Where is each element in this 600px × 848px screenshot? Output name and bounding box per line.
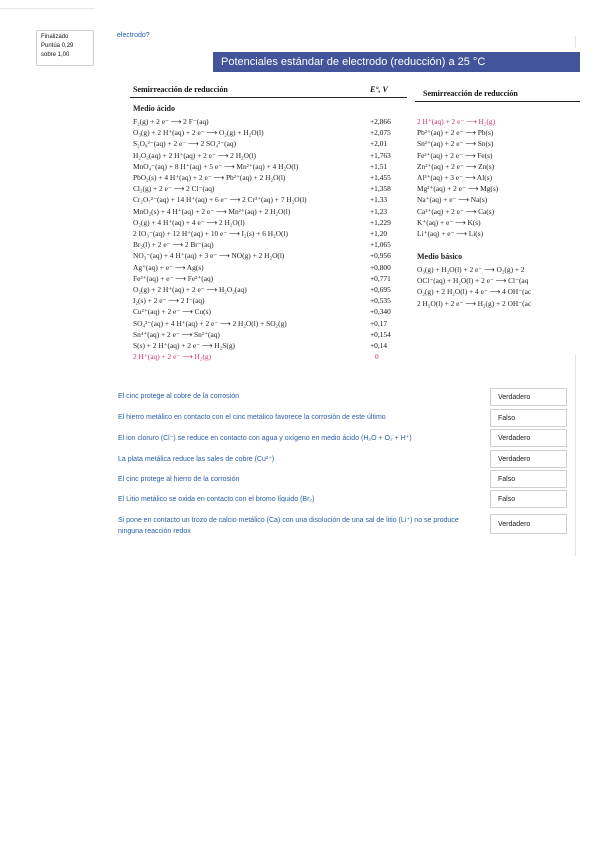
answer-select[interactable]: Falso — [490, 470, 567, 488]
right-reaction: Fe²⁺(aq) + 2 e⁻ ⟶ Fe(s) — [417, 150, 493, 160]
acid-reaction: MnO₂(s) + 4 H⁺(aq) + 2 e⁻ ⟶ Mn²⁺(aq) + 2 H₂O(l) — [133, 206, 291, 216]
acid-reaction: PbO₂(s) + 4 H⁺(aq) + 2 e⁻ ⟶ Pb²⁺(aq) + 2 H₂O(l) — [133, 173, 286, 182]
acid-reaction: Sn⁴⁺(aq) + 2 e⁻ ⟶ Sn²⁺(aq) — [133, 329, 220, 339]
acid-potential: +0,17 — [370, 318, 388, 328]
acid-reaction: O₂(g) + 2 H⁺(aq) + 2 e⁻ ⟶ H₂O₂(aq) — [133, 285, 247, 294]
acid-potential: +0,535 — [370, 296, 391, 306]
right-reaction: Ca²⁺(aq) + 2 e⁻ ⟶ Ca(s) — [417, 206, 495, 216]
top-divider — [0, 8, 95, 9]
acid-reaction: O₂(g) + 4 H⁺(aq) + 4 e⁻ ⟶ 2 H₂O(l) — [133, 217, 245, 227]
question-statement: El ion cloruro (Cl⁻) se reduce en contacto con agua y oxígeno en medio ácido (H₂O + O₂ + H⁺) — [118, 435, 412, 442]
question-text-tail: electrodo? — [117, 32, 150, 39]
acid-potential: +0,956 — [370, 251, 391, 261]
acid-potential: +1,51 — [370, 161, 388, 171]
acid-potential: +1,23 — [370, 206, 388, 216]
acid-reaction: H₂O₂(aq) + 2 H⁺(aq) + 2 e⁻ ⟶ 2 H₂O(l) — [133, 150, 256, 160]
answer-select[interactable]: Verdadero — [490, 429, 567, 447]
acid-potential: +1,358 — [370, 184, 391, 194]
basic-reaction: OCl⁻(aq) + H₂O(l) + 2 e⁻ ⟶ Cl⁻(aq — [417, 276, 529, 286]
basic-reaction: 2 H₂O(l) + 2 e⁻ ⟶ H₂(g) + 2 OH⁻(ac — [417, 298, 532, 308]
basic-section-title: Medio básico — [417, 252, 463, 261]
acid-reaction: S₂O₈²⁻(aq) + 2 e⁻ ⟶ 2 SO₄²⁻(aq) — [133, 139, 237, 149]
basic-reaction: O₃(g) + H₂O(l) + 2 e⁻ ⟶ O₂(g) + 2 — [417, 265, 525, 274]
question-statement: El cinc protege al hierro de la corrosión — [118, 476, 240, 483]
acid-reaction: Cl₂(g) + 2 e⁻ ⟶ 2 Cl⁻(aq) — [133, 184, 215, 194]
right-reaction: Pb²⁺(aq) + 2 e⁻ ⟶ Pb(s) — [417, 128, 494, 138]
potentials-table-image — [125, 48, 580, 362]
acid-potential: +2,075 — [370, 128, 391, 138]
acid-potential: 0 — [375, 352, 379, 362]
right-reaction: Mg²⁺(aq) + 2 e⁻ ⟶ Mg(s) — [417, 184, 499, 194]
acid-potential: +0,154 — [370, 329, 391, 339]
acid-reaction: SO₄²⁻(aq) + 4 H⁺(aq) + 2 e⁻ ⟶ 2 H₂O(l) + SO₂(g) — [133, 318, 287, 328]
acid-reaction: MnO₄⁻(aq) + 8 H⁺(aq) + 5 e⁻ ⟶ Mn²⁺(aq) + 4 H₂O(l) — [133, 161, 299, 171]
acid-section-title: Medio ácido — [133, 104, 175, 113]
acid-reaction: Ag⁺(aq) + e⁻ ⟶ Ag(s) — [133, 262, 204, 272]
acid-potential: +0,800 — [370, 262, 391, 272]
question-statement: El hierro metálico en contacto con el cinc metálico favorece la corrosión de este último — [118, 414, 386, 421]
right-column-header: Semirreacción de reducción — [423, 89, 518, 98]
table-banner: Potenciales estándar de electrodo (reducción) a 25 °C — [213, 52, 580, 72]
right-reaction: Al³⁺(aq) + 3 e⁻ ⟶ Al(s) — [417, 173, 493, 182]
acid-reaction: S(s) + 2 H⁺(aq) + 2 e⁻ ⟶ H₂S(g) — [133, 341, 235, 350]
acid-reaction: I₂(s) + 2 e⁻ ⟶ 2 I⁻(aq) — [133, 296, 205, 306]
acid-potential: +0,771 — [370, 273, 391, 283]
acid-potential: +2,866 — [370, 117, 391, 126]
left-column-header: Semirreacción de reducción — [133, 85, 228, 94]
acid-reaction: Cu²⁺(aq) + 2 e⁻ ⟶ Cu(s) — [133, 307, 211, 317]
right-reaction: K⁺(aq) + e⁻ ⟶ K(s) — [417, 217, 481, 227]
right-reaction: 2 H⁺(aq) + 2 e⁻ ⟶ H₂(g) — [417, 117, 496, 126]
acid-potential: +0,340 — [370, 307, 391, 317]
right-reaction: Li⁺(aq) + e⁻ ⟶ Li(s) — [417, 229, 484, 238]
acid-reaction: 2 H⁺(aq) + 2 e⁻ ⟶ H₂(g) — [133, 352, 212, 362]
acid-potential: +1,455 — [370, 173, 391, 182]
right-reaction: Zn²⁺(aq) + 2 e⁻ ⟶ Zn(s) — [417, 161, 495, 171]
acid-reaction: O₃(g) + 2 H⁺(aq) + 2 e⁻ ⟶ O₂(g) + H₂O(l) — [133, 128, 264, 138]
question-statement: El cinc protege al cobre de la corrosión — [118, 393, 240, 400]
acid-potential: +1,229 — [370, 217, 391, 227]
question-score: Puntúa 0,29 — [41, 43, 74, 49]
right-reaction: Sn²⁺(aq) + 2 e⁻ ⟶ Sn(s) — [417, 139, 494, 149]
acid-potential: +1,065 — [370, 240, 391, 250]
question-max-score: sobre 1,00 — [41, 52, 70, 58]
acid-potential: +0,695 — [370, 285, 391, 294]
acid-reaction: NO₃⁻(aq) + 4 H⁺(aq) + 3 e⁻ ⟶ NO(g) + 2 H₂O(l) — [133, 251, 285, 261]
acid-reaction: F₂(g) + 2 e⁻ ⟶ 2 F⁻(aq) — [133, 117, 209, 126]
answer-select[interactable]: Falso — [490, 490, 567, 508]
acid-reaction: Br₂(l) + 2 e⁻ ⟶ 2 Br⁻(aq) — [133, 240, 214, 250]
acid-potential: +1,20 — [370, 229, 388, 238]
right-header-rule — [415, 101, 580, 102]
answer-select[interactable]: Falso — [490, 409, 567, 427]
right-reaction: Na⁺(aq) + e⁻ ⟶ Na(s) — [417, 195, 488, 205]
question-status: Finalizado — [41, 34, 69, 40]
left-header-rule — [130, 97, 407, 98]
question-info-box — [36, 30, 94, 66]
acid-reaction: Cr₂O₇²⁻(aq) + 14 H⁺(aq) + 6 e⁻ ⟶ 2 Cr³⁺(aq) + 7 H₂O(l) — [133, 195, 307, 205]
answer-select[interactable]: Verdadero — [490, 450, 567, 468]
acid-potential: +0,14 — [370, 341, 388, 350]
acid-potential: +1,33 — [370, 195, 388, 205]
question-statement: Si pone en contacto un trozo de calcio metálico (Ca) con una disolución de una sal de litio (Li⁺) no se produce ninguna reacción redox — [118, 517, 459, 535]
question-statement: La plata metálica reduce las sales de cobre (Cu²⁺) — [118, 456, 275, 463]
acid-potential: +2,01 — [370, 139, 388, 149]
acid-potential: +1,763 — [370, 150, 391, 160]
acid-reaction: Fe³⁺(aq) + e⁻ ⟶ Fe²⁺(aq) — [133, 273, 214, 283]
question-statement: El Litio metálico se oxida en contacto con el bromo líquido (Br₂) — [118, 496, 315, 503]
answer-select[interactable]: Verdadero — [490, 514, 567, 534]
answer-select[interactable]: Verdadero — [490, 388, 567, 406]
basic-reaction: O₂(g) + 2 H₂O(l) + 4 e⁻ ⟶ 4 OH⁻(ac — [417, 287, 532, 297]
acid-reaction: 2 IO₃⁻(aq) + 12 H⁺(aq) + 10 e⁻ ⟶ I₂(s) + 6 H₂O(l) — [133, 229, 288, 238]
potential-column-header: E°, V — [370, 85, 388, 94]
